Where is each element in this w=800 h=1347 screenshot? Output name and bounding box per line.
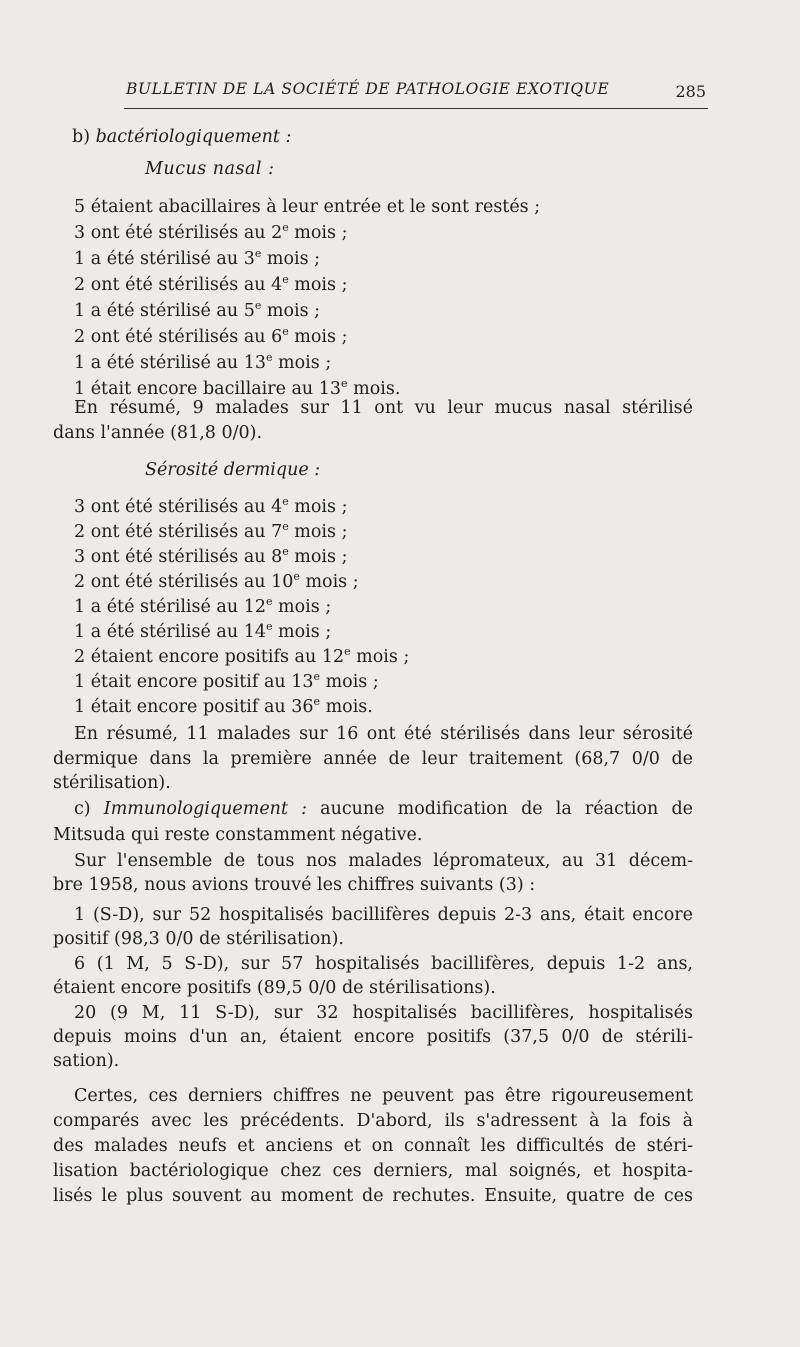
section-c-label: c) (74, 799, 91, 819)
serosite-summary-line: En résumé, 11 malades sur 16 ont été stérilisés dans leur sérosité (74, 724, 693, 744)
mucus-heading: Mucus nasal : (145, 159, 275, 179)
stats-line: sation). (53, 1051, 120, 1071)
item-text-end: mois ; (288, 274, 348, 295)
item-text-end: mois ; (261, 248, 321, 269)
section-c-text: aucune modification de la réaction de (307, 799, 693, 819)
section-c-line-2: Mitsuda qui reste constamment négative. (53, 825, 423, 845)
stats-line: 1 (S-D), sur 52 hospitalisés bacillifères depuis 2-3 ans, était encore (74, 905, 693, 925)
mucus-list-item (74, 216, 347, 245)
item-text: 3 ont été stérilisés au 4 (74, 496, 283, 517)
item-superscript: e (282, 545, 289, 558)
item-superscript: e (265, 620, 273, 633)
certes-line: comparés avec les précédents. D'abord, ils s'adressent à la fois à (53, 1111, 693, 1131)
serosite-list-item (74, 690, 373, 719)
section-b-heading (72, 125, 291, 149)
item-text-end: mois. (320, 696, 373, 717)
item-text: 3 ont été stérilisés au 2 (74, 222, 283, 243)
item-text: 1 était encore positif au 36 (74, 696, 314, 717)
item-text: 1 a été stérilisé au 13 (74, 352, 266, 373)
item-text: 2 ont été stérilisés au 4 (74, 274, 283, 295)
mucus-list-item (74, 242, 320, 271)
item-text-end: mois ; (288, 546, 348, 567)
serosite-summary-line: dermique dans la première année de leur traitement (68,7 0/0 de (53, 749, 693, 769)
serosite-heading: Sérosité dermique : (145, 460, 321, 480)
ensemble-line: Sur l'ensemble de tous nos malades lépromateux, au 31 décem- (74, 851, 693, 871)
item-text-end: mois ; (350, 646, 410, 667)
item-text: 3 ont été stérilisés au 8 (74, 546, 283, 567)
certes-line: lisés le plus souvent au moment de rechutes. Ensuite, quatre de ces (53, 1186, 693, 1206)
item-text: 1 était encore bacillaire au 13 (74, 378, 342, 399)
item-text-end: mois ; (272, 621, 332, 642)
item-text: 2 ont été stérilisés au 10 (74, 571, 294, 592)
item-superscript: e (344, 645, 351, 658)
item-text-end: mois ; (299, 571, 359, 592)
section-c-title: Immunologiquement : (103, 799, 308, 819)
item-superscript: e (282, 520, 289, 533)
item-superscript: e (254, 299, 262, 312)
mucus-list-item (74, 320, 347, 349)
stats-line: 6 (1 M, 5 S-D), sur 57 hospitalisés bacillifères, depuis 1-2 ans, (74, 954, 693, 974)
item-text-end: mois ; (320, 671, 379, 692)
item-text-end: mois ; (288, 521, 348, 542)
mucus-summary-line: dans l'année (81,8 0/0). (53, 423, 263, 443)
mucus-summary-line: En résumé, 9 malades sur 11 ont vu leur mucus nasal stérilisé (74, 398, 693, 418)
item-superscript: e (265, 351, 273, 364)
section-c-line (53, 797, 693, 821)
certes-line: Certes, ces derniers chiffres ne peuvent pas être rigoureusement (74, 1086, 693, 1106)
item-text-end: mois. (347, 378, 401, 399)
certes-line: lisation bactériologique chez ces derniers, mal soignés, et hospita- (53, 1161, 693, 1181)
item-superscript: e (282, 325, 289, 338)
item-text: 1 a été stérilisé au 5 (74, 300, 255, 321)
item-text: 1 a été stérilisé au 12 (74, 596, 266, 617)
item-superscript: e (254, 247, 262, 260)
item-superscript: e (293, 570, 300, 583)
stats-line: étaient encore positifs (89,5 0/0 de stérilisations). (53, 978, 496, 998)
serosite-summary-line: stérilisation). (53, 773, 171, 793)
item-text: 2 étaient encore positifs au 12 (74, 646, 345, 667)
item-text-end: mois ; (288, 222, 348, 243)
item-superscript: e (282, 221, 289, 234)
item-superscript: e (282, 495, 289, 508)
item-text: 1 a été stérilisé au 3 (74, 248, 255, 269)
header-rule (124, 108, 708, 109)
item-superscript: e (282, 273, 289, 286)
item-superscript: e (265, 595, 273, 608)
item-text-end: mois ; (272, 352, 332, 373)
ensemble-line: bre 1958, nous avions trouvé les chiffres suivants (3) : (53, 875, 536, 895)
item-text: 2 ont été stérilisés au 6 (74, 326, 283, 347)
running-header (126, 80, 714, 106)
journal-title: BULLETIN DE LA SOCIÉTÉ DE PATHOLOGIE EXOTIQUE (126, 80, 610, 98)
section-b-label: b) (72, 127, 91, 147)
item-text: 1 était encore positif au 13 (74, 671, 314, 692)
item-text-end: mois ; (261, 300, 321, 321)
mucus-list-item (74, 268, 347, 297)
certes-line: des malades neufs et anciens et on connaît les difficultés de stéri- (53, 1136, 693, 1156)
stats-line: positif (98,3 0/0 de stérilisation). (53, 929, 344, 949)
item-text: 5 étaient abacillaires à leur entrée et le sont restés ; (74, 196, 541, 217)
section-b-title: bactériologiquement : (95, 127, 292, 147)
item-text: 1 a été stérilisé au 14 (74, 621, 266, 642)
item-superscript: e (313, 670, 320, 683)
stats-line: depuis moins d'un an, étaient encore positifs (37,5 0/0 de stérili- (53, 1027, 693, 1047)
stats-line: 20 (9 M, 11 S-D), sur 32 hospitalisés bacillifères, hospitalisés (74, 1003, 693, 1023)
mucus-list-item (74, 346, 331, 375)
item-text: 2 ont été stérilisés au 7 (74, 521, 283, 542)
page-number: 285 (675, 82, 706, 101)
item-superscript: e (313, 695, 320, 708)
item-text-end: mois ; (288, 496, 348, 517)
mucus-list-item (74, 294, 320, 323)
mucus-list-item (74, 190, 540, 219)
item-superscript: e (341, 377, 348, 390)
item-text-end: mois ; (272, 596, 332, 617)
item-text-end: mois ; (288, 326, 348, 347)
